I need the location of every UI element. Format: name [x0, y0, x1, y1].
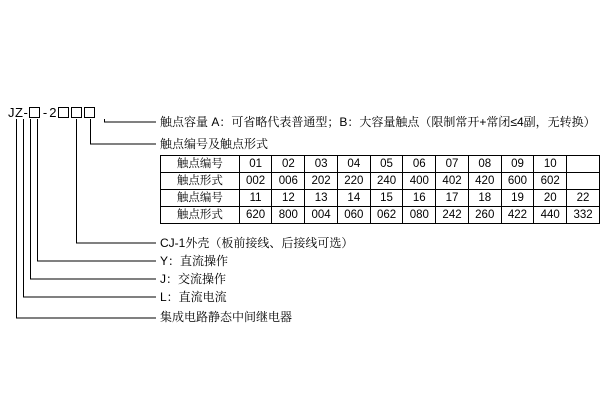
table-cell: 220 [337, 173, 370, 190]
table-row [161, 156, 600, 173]
table-cell: 060 [337, 207, 370, 224]
table-row [161, 173, 600, 190]
table-cell: 400 [403, 173, 436, 190]
table-cell: 062 [370, 207, 403, 224]
table-cell: 19 [501, 190, 534, 207]
table-cell: 05 [370, 156, 403, 173]
table-cell: 240 [370, 173, 403, 190]
table-cell: 10 [534, 156, 567, 173]
row-header: 触点形式 [161, 207, 240, 224]
table-cell: 04 [337, 156, 370, 173]
table-cell: 18 [468, 190, 501, 207]
label-shell: CJ-1外壳（板前接线、后接线可选） [160, 236, 354, 250]
table-cell: 08 [468, 156, 501, 173]
table-cell: 12 [272, 190, 305, 207]
label-contact-capacity: 触点容量 A：可省略代表普通型；B：大容量触点（限制常开+常闭≤4副，无转换） [160, 115, 596, 129]
table-cell: 800 [272, 207, 305, 224]
table-cell: 620 [239, 207, 272, 224]
table-cell: 15 [370, 190, 403, 207]
table-cell: 422 [501, 207, 534, 224]
label-contact-number-form: 触点编号及触点形式 [160, 137, 269, 151]
table-row [161, 207, 600, 224]
table-cell: 13 [305, 190, 338, 207]
model-code-box-3[interactable] [71, 107, 82, 118]
table-cell: 14 [337, 190, 370, 207]
model-code-box-1[interactable] [29, 107, 40, 118]
model-code-digit: 2 [49, 105, 58, 120]
contact-code-table [160, 155, 600, 224]
model-code [8, 106, 96, 119]
row-header: 触点编号 [161, 156, 240, 173]
table-cell: 20 [534, 190, 567, 207]
table-cell: 004 [305, 207, 338, 224]
table-cell: 242 [436, 207, 469, 224]
model-code-prefix: JZ- [8, 105, 29, 120]
table-cell [567, 173, 600, 190]
table [160, 155, 600, 224]
label-ac-operation: J：交流操作 [160, 272, 227, 286]
table-cell: 02 [272, 156, 305, 173]
model-code-dash: - [42, 105, 48, 120]
table-cell: 260 [468, 207, 501, 224]
table-cell: 16 [403, 190, 436, 207]
table-cell: 09 [501, 156, 534, 173]
table-cell: 202 [305, 173, 338, 190]
table-cell: 07 [436, 156, 469, 173]
table-cell: 22 [567, 190, 600, 207]
label-product-name: 集成电路静态中间继电器 [160, 310, 293, 324]
table-cell [567, 156, 600, 173]
model-code-box-2[interactable] [58, 107, 69, 118]
table-cell: 420 [468, 173, 501, 190]
table-cell: 01 [239, 156, 272, 173]
table-cell: 402 [436, 173, 469, 190]
table-cell: 332 [567, 207, 600, 224]
table-cell: 080 [403, 207, 436, 224]
model-code-box-4[interactable] [84, 107, 95, 118]
label-dc-current: L：直流电流 [160, 290, 227, 304]
table-cell: 06 [403, 156, 436, 173]
table-cell: 002 [239, 173, 272, 190]
table-row [161, 190, 600, 207]
row-header: 触点形式 [161, 173, 240, 190]
table-cell: 03 [305, 156, 338, 173]
table-cell: 600 [501, 173, 534, 190]
table-cell: 11 [239, 190, 272, 207]
table-cell: 17 [436, 190, 469, 207]
label-dc-operation: Y：直流操作 [160, 254, 229, 268]
table-cell: 006 [272, 173, 305, 190]
row-header: 触点编号 [161, 190, 240, 207]
table-cell: 440 [534, 207, 567, 224]
table-cell: 602 [534, 173, 567, 190]
